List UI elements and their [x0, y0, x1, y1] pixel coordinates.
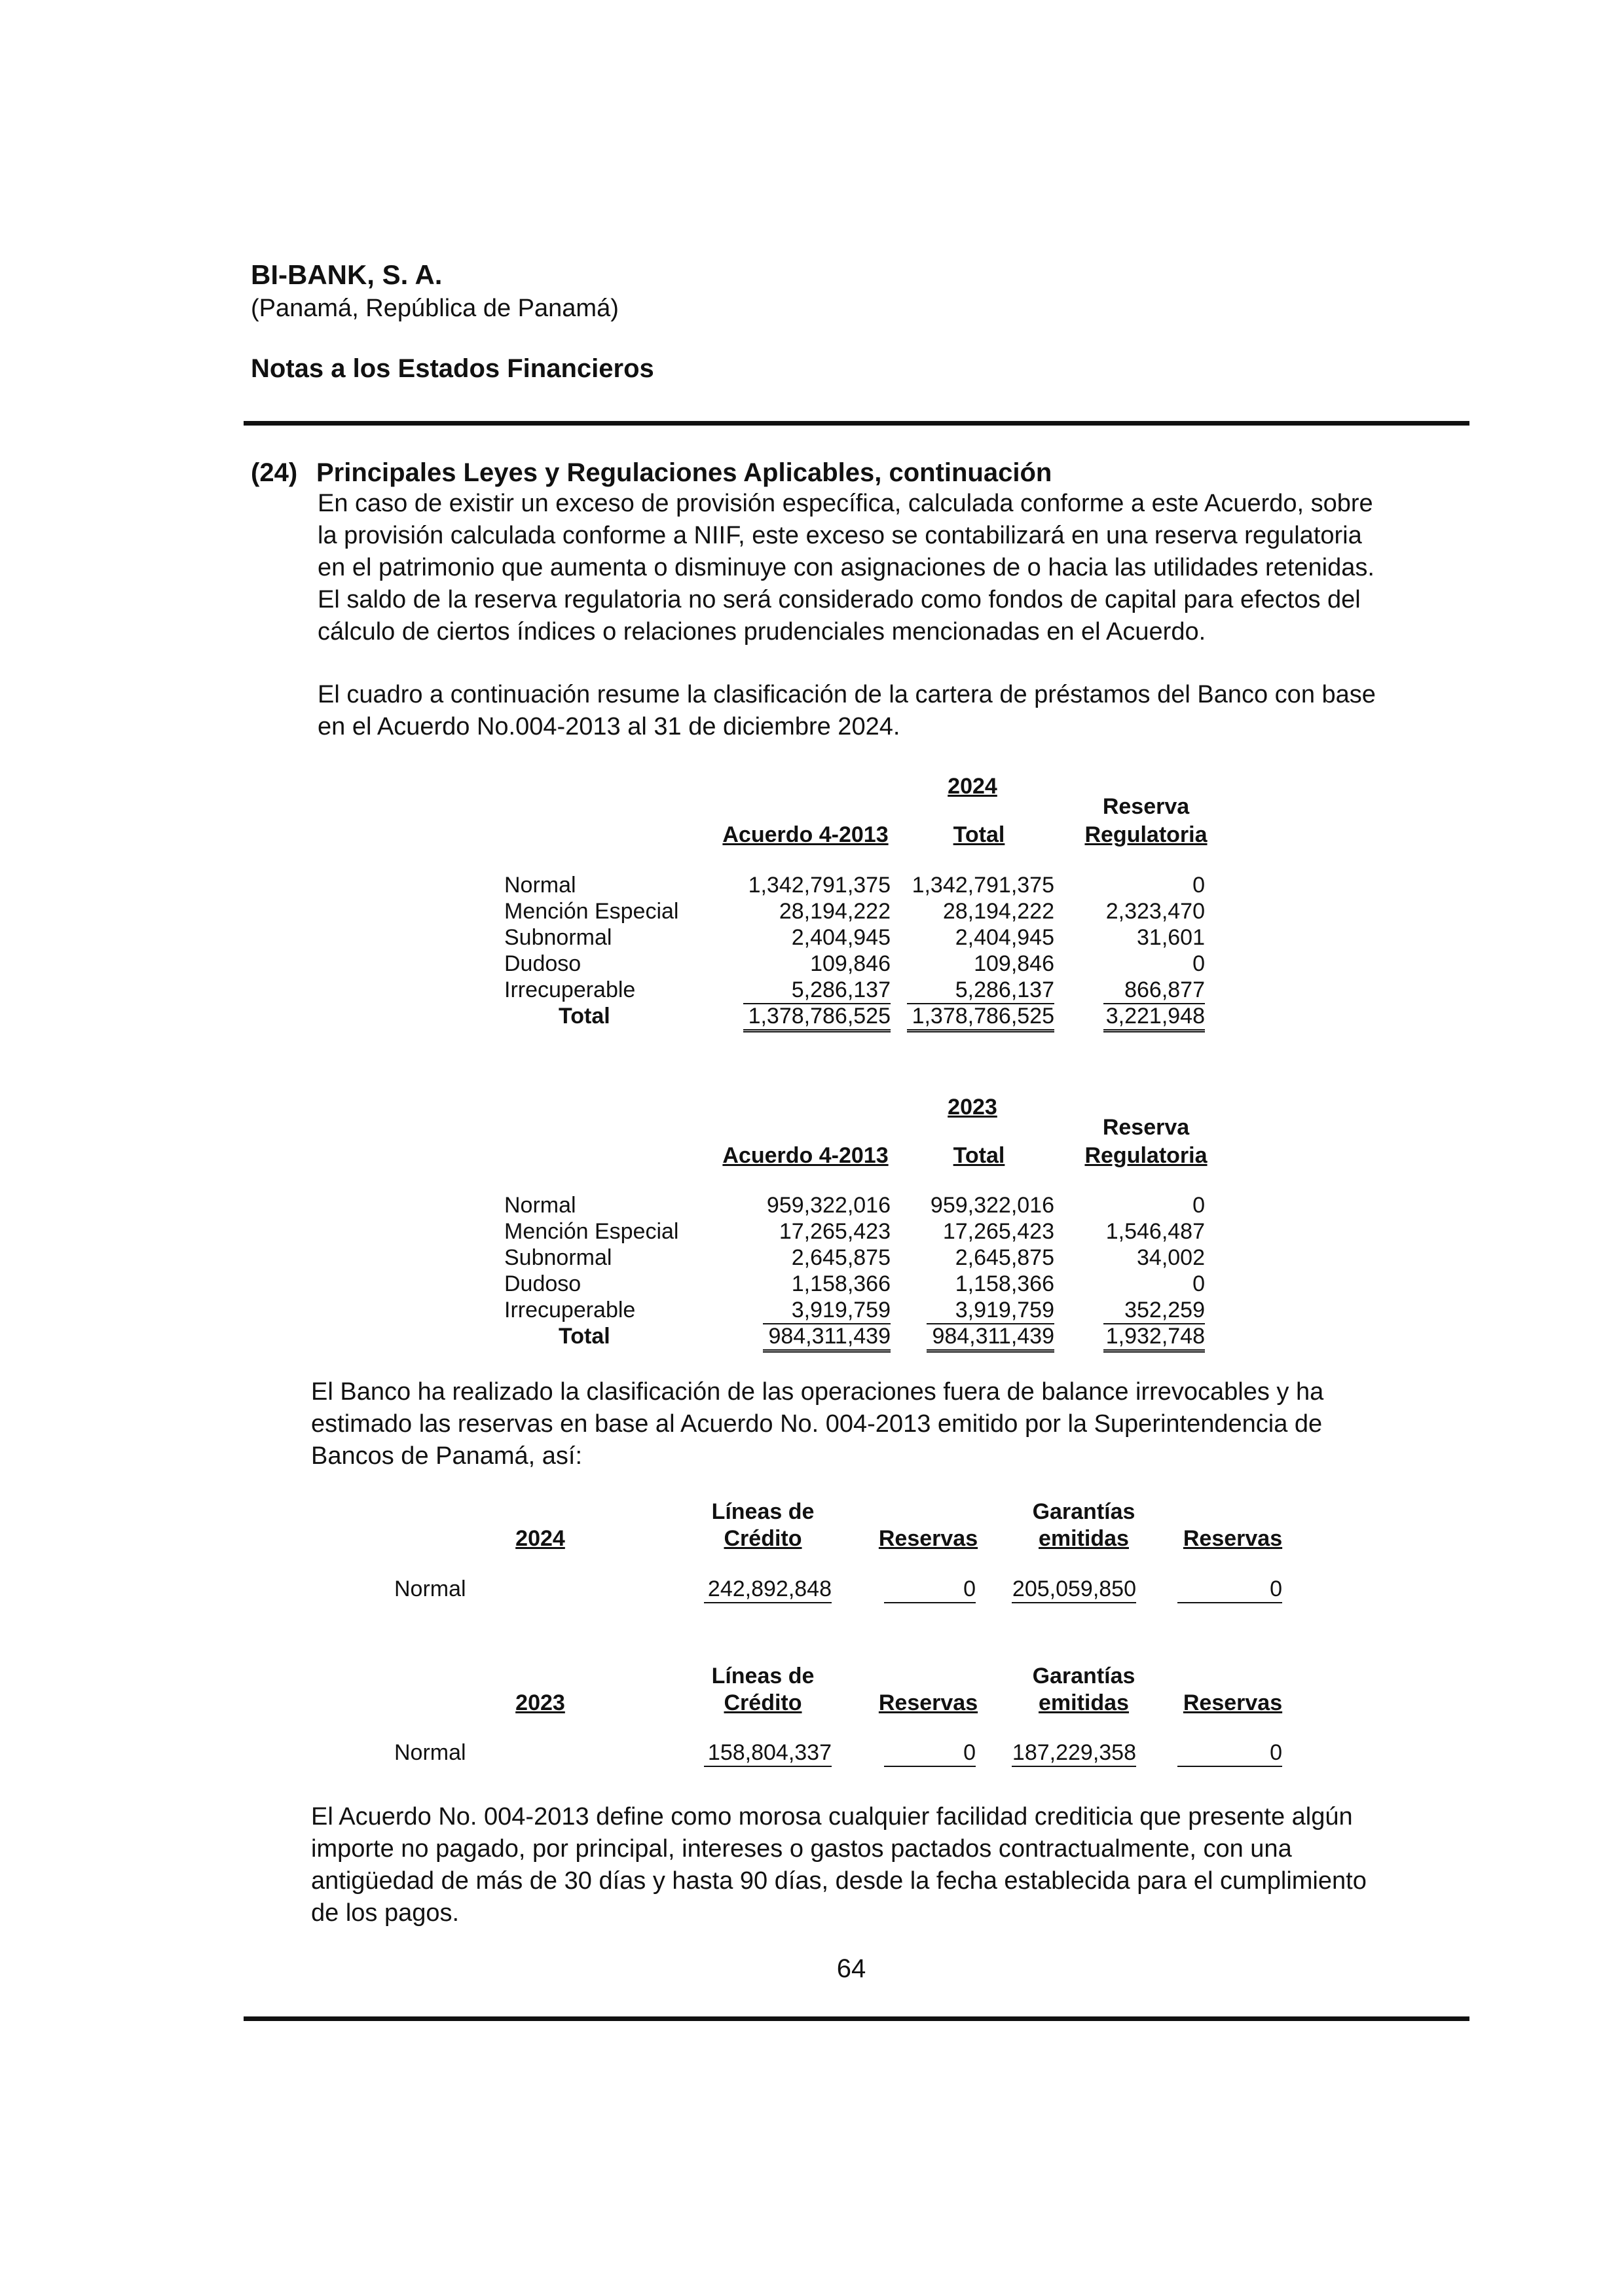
- paragraph-line: El Acuerdo No. 004-2013 define como morosa cualquier facilidad crediticia que presente algún: [311, 1803, 1353, 1831]
- row-label: Subnormal: [504, 925, 612, 950]
- paragraph-line: cálculo de ciertos índices o relaciones prudenciales mencionadas en el Acuerdo.: [318, 618, 1206, 646]
- cell-total: 1,158,366: [955, 1271, 1054, 1296]
- column-header-reservas: Reservas: [878, 1690, 978, 1715]
- paragraph-morosa-definition: [311, 1801, 1465, 1929]
- paragraph-line: la provisión calculada conforme a NIIF, este exceso se contabilizará en una reserva regulatoria: [318, 522, 1362, 549]
- footer-rule: [244, 2016, 1469, 2021]
- cell-reserva: 1,546,487: [1105, 1219, 1205, 1244]
- column-header-lineas: Líneas de: [711, 1664, 815, 1688]
- cell-acuerdo: 984,311,439: [763, 1324, 891, 1353]
- cell-reserva: 31,601: [1137, 925, 1205, 950]
- cell-reserva: 0: [1192, 873, 1205, 898]
- section-title: Principales Leyes y Regulaciones Aplicables, continuación: [316, 458, 1052, 487]
- column-header-regulatoria: Regulatoria: [1084, 1143, 1208, 1168]
- paragraph-line: en el Acuerdo No.004-2013 al 31 de diciembre 2024.: [318, 713, 900, 740]
- cell-acuerdo: 3,919,759: [763, 1298, 891, 1324]
- row-label: Total: [559, 1324, 610, 1349]
- cell-total: 2,404,945: [955, 925, 1054, 950]
- row-label: Irrecuperable: [504, 977, 636, 1002]
- company-name: BI-BANK, S. A.: [251, 259, 443, 290]
- cell-acuerdo: 28,194,222: [779, 899, 891, 924]
- cell-total: 2,645,875: [955, 1245, 1054, 1270]
- cell-reserva: 34,002: [1137, 1245, 1205, 1270]
- table-year-header: 2023: [948, 1095, 997, 1120]
- cell-acuerdo: 1,342,791,375: [748, 873, 891, 898]
- paragraph-line: importe no pagado, por principal, intereses o gastos pactados contractualmente, con una: [311, 1835, 1292, 1863]
- paragraph-line: Bancos de Panamá, así:: [311, 1442, 583, 1470]
- paragraph-line: En caso de existir un exceso de provisión específica, calculada conforme a este Acuerdo, sobre: [318, 490, 1373, 517]
- cell-lineas: 242,892,848: [704, 1576, 832, 1603]
- row-label: Total: [559, 1004, 610, 1029]
- cell-total: 17,265,423: [942, 1219, 1054, 1244]
- row-label: Normal: [504, 1193, 576, 1218]
- cell-total: 984,311,439: [927, 1324, 1054, 1353]
- column-header-reserva: Reserva: [1102, 1115, 1190, 1140]
- cell-reserva: 866,877: [1103, 977, 1205, 1004]
- column-header-garantias: Garantías: [1032, 1664, 1135, 1688]
- cell-acuerdo: 5,286,137: [743, 977, 891, 1004]
- row-label: Mención Especial: [504, 899, 679, 924]
- column-header-reservas: Reservas: [878, 1526, 978, 1551]
- cell-acuerdo: 2,645,875: [791, 1245, 891, 1270]
- section-heading: [251, 458, 1052, 488]
- cell-reserva: 1,932,748: [1103, 1324, 1205, 1353]
- row-label: Normal: [394, 1740, 466, 1765]
- column-header-total: Total: [953, 1143, 1005, 1168]
- row-label: Dudoso: [504, 1271, 581, 1296]
- paragraph-line: en el patrimonio que aumenta o disminuye con asignaciones de o hacia las utilidades retenidas.: [318, 554, 1375, 581]
- page-number: 64: [836, 1954, 866, 1983]
- cell-reserva: 2,323,470: [1105, 899, 1205, 924]
- cell-garantias: 205,059,850: [1012, 1576, 1136, 1603]
- section-number: (24): [251, 458, 298, 487]
- company-location: (Panamá, República de Panamá): [251, 295, 619, 322]
- cell-acuerdo: 1,378,786,525: [743, 1004, 891, 1032]
- cell-reserva: 0: [1192, 1193, 1205, 1218]
- paragraph-line: antigüedad de más de 30 días y hasta 90 días, desde la fecha establecida para el cumplimiento: [311, 1867, 1367, 1895]
- column-header-regulatoria: Regulatoria: [1084, 822, 1208, 847]
- cell-acuerdo: 109,846: [810, 951, 891, 976]
- column-header-lineas: Líneas de: [711, 1499, 815, 1524]
- row-label: Mención Especial: [504, 1219, 679, 1244]
- cell-acuerdo: 2,404,945: [791, 925, 891, 950]
- column-header-emitidas: emitidas: [1039, 1526, 1129, 1551]
- paragraph-line: de los pagos.: [311, 1899, 460, 1927]
- cell-reserva: 3,221,948: [1103, 1004, 1205, 1032]
- cell-total: 3,919,759: [927, 1298, 1054, 1324]
- cell-acuerdo: 959,322,016: [766, 1193, 891, 1218]
- document-title: Notas a los Estados Financieros: [251, 354, 654, 383]
- row-label: Normal: [504, 873, 576, 898]
- cell-reservas: 0: [1177, 1576, 1282, 1603]
- paragraph-reserve-excess: [318, 488, 1465, 648]
- column-header-reservas: Reservas: [1183, 1526, 1283, 1551]
- column-header-acuerdo: Acuerdo 4-2013: [722, 1143, 889, 1168]
- cell-reserva: 352,259: [1103, 1298, 1205, 1324]
- row-label: Irrecuperable: [504, 1298, 636, 1322]
- cell-reservas: 0: [1177, 1740, 1282, 1767]
- row-label: Dudoso: [504, 951, 581, 976]
- column-header-credito: Crédito: [724, 1526, 802, 1551]
- column-header-acuerdo: Acuerdo 4-2013: [722, 822, 889, 847]
- paragraph-table-intro: [318, 679, 1465, 743]
- row-label: Subnormal: [504, 1245, 612, 1270]
- table-year-header: 2024: [515, 1526, 565, 1551]
- paragraph-line: El Banco ha realizado la clasificación de las operaciones fuera de balance irrevocables y ha: [311, 1378, 1324, 1406]
- row-label: Normal: [394, 1576, 466, 1601]
- cell-total: 109,846: [974, 951, 1054, 976]
- cell-total: 1,378,786,525: [907, 1004, 1054, 1032]
- column-header-reserva: Reserva: [1102, 794, 1190, 819]
- cell-reserva: 0: [1192, 1271, 1205, 1296]
- column-header-reservas: Reservas: [1183, 1690, 1283, 1715]
- column-header-emitidas: emitidas: [1039, 1690, 1129, 1715]
- cell-total: 1,342,791,375: [912, 873, 1054, 898]
- cell-reserva: 0: [1192, 951, 1205, 976]
- paragraph-line: El saldo de la reserva regulatoria no será considerado como fondos de capital para efectos del: [318, 586, 1361, 613]
- paragraph-line: El cuadro a continuación resume la clasificación de la cartera de préstamos del Banco con base: [318, 681, 1376, 708]
- cell-acuerdo: 1,158,366: [791, 1271, 891, 1296]
- cell-reservas: 0: [884, 1740, 976, 1767]
- cell-reservas: 0: [884, 1576, 976, 1603]
- cell-acuerdo: 17,265,423: [779, 1219, 891, 1244]
- cell-lineas: 158,804,337: [704, 1740, 832, 1767]
- cell-total: 5,286,137: [907, 977, 1054, 1004]
- column-header-total: Total: [953, 822, 1005, 847]
- cell-garantias: 187,229,358: [1012, 1740, 1136, 1767]
- header-rule: [244, 421, 1469, 426]
- column-header-credito: Crédito: [724, 1690, 802, 1715]
- cell-total: 28,194,222: [942, 899, 1054, 924]
- column-header-garantias: Garantías: [1032, 1499, 1135, 1524]
- paragraph-line: estimado las reservas en base al Acuerdo No. 004-2013 emitido por la Superintendencia de: [311, 1410, 1323, 1438]
- table-year-header: 2023: [515, 1690, 565, 1715]
- table-year-header: 2024: [948, 774, 997, 799]
- paragraph-offbalance: [311, 1376, 1465, 1472]
- cell-total: 959,322,016: [930, 1193, 1054, 1218]
